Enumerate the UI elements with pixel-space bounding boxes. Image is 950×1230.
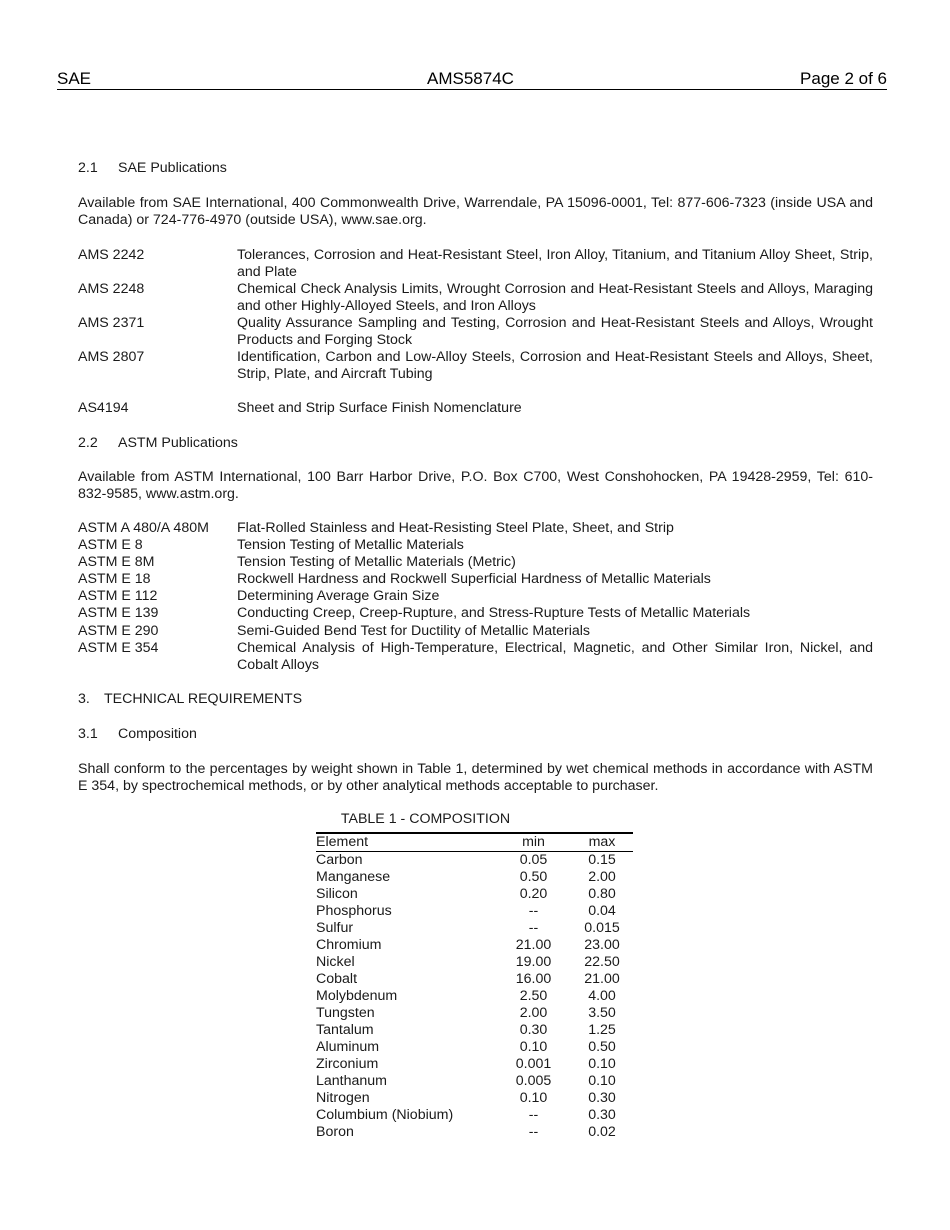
astm-availability-paragraph: Available from ASTM International, 100 Barr Harbor Drive, P.O. Box C700, West Conshohocken, PA 19428-2959, Tel: 610-832-9585, www.astm.org. — [78, 469, 873, 502]
element-name: Boron — [316, 1124, 354, 1140]
element-name: Sulfur — [316, 920, 354, 936]
element-name: Molybdenum — [316, 988, 398, 1004]
max-percent: 4.00 — [588, 988, 616, 1004]
table-row — [316, 869, 633, 886]
table-row — [316, 1107, 633, 1124]
section-title: SAE Publications — [118, 160, 227, 176]
min-percent: -- — [528, 1124, 539, 1140]
min-percent: -- — [528, 903, 539, 919]
element-name: Nickel — [316, 954, 355, 970]
reference-title: Tension Testing of Metallic Materials (Metric) — [237, 554, 516, 570]
reference-code: ASTM A 480/A 480M — [78, 520, 209, 536]
reference-title: Tolerances, Corrosion and Heat-Resistant Steel, Iron Alloy, Titanium, and Titanium Alloy Sheet, Strip, and Plate — [237, 247, 873, 280]
max-percent: 3.50 — [588, 1005, 616, 1021]
max-percent: 0.15 — [588, 852, 616, 868]
element-name: Cobalt — [316, 971, 358, 987]
table-row — [316, 903, 633, 920]
table-row — [316, 886, 633, 903]
max-percent: 1.25 — [588, 1022, 616, 1038]
table-title: TABLE 1 - COMPOSITION — [340, 811, 511, 827]
reference-title: Sheet and Strip Surface Finish Nomenclature — [237, 400, 522, 416]
max-percent: 0.30 — [588, 1107, 616, 1123]
reference-title: Quality Assurance Sampling and Testing, Corrosion and Heat-Resistant Steels and Alloys, Wrought Products and Forging Stock — [237, 315, 873, 348]
min-percent: -- — [528, 1107, 539, 1123]
min-percent: 0.10 — [519, 1039, 548, 1055]
column-header-max: max — [571, 833, 633, 852]
sae-availability-paragraph: Available from SAE International, 400 Commonwealth Drive, Warrendale, PA 15096-0001, Tel: 877-606-7323 (inside USA and Canada) or 724-776-4970 (outside USA), www.sae.org. — [78, 195, 873, 228]
element-name: Tantalum — [316, 1022, 374, 1038]
max-percent: 21.00 — [584, 971, 620, 987]
column-header-element: Element — [316, 833, 496, 852]
section-number: 3. — [78, 691, 90, 707]
table-row — [316, 937, 633, 954]
section-number: 3.1 — [78, 726, 98, 742]
min-percent: 16.00 — [515, 971, 552, 987]
min-percent: -- — [528, 920, 539, 936]
reference-code: AMS 2807 — [78, 349, 145, 365]
max-percent: 0.02 — [588, 1124, 616, 1140]
section-number: 2.2 — [78, 435, 98, 451]
element-name: Columbium (Niobium) — [316, 1107, 454, 1123]
header-org: SAE — [57, 69, 92, 88]
element-name: Carbon — [316, 852, 363, 868]
min-percent: 19.00 — [515, 954, 552, 970]
reference-title: Determining Average Grain Size — [237, 588, 440, 604]
max-percent: 0.30 — [588, 1090, 616, 1106]
min-percent: 0.005 — [515, 1073, 552, 1089]
table-row — [316, 920, 633, 937]
max-percent: 0.10 — [588, 1073, 616, 1089]
composition-paragraph: Shall conform to the percentages by weight shown in Table 1, determined by wet chemical methods in accordance with ASTM E 354, by spectrochemical methods, or by other analytical methods acceptable to purchaser. — [78, 761, 873, 794]
reference-code: AS4194 — [78, 400, 129, 416]
table-row — [316, 1039, 633, 1056]
reference-code: ASTM E 8 — [78, 537, 143, 553]
reference-code: ASTM E 18 — [78, 571, 151, 587]
element-name: Nitrogen — [316, 1090, 370, 1106]
table-body — [316, 852, 633, 1142]
table-header-row — [316, 833, 633, 852]
min-percent: 0.001 — [515, 1056, 552, 1072]
reference-title: Conducting Creep, Creep-Rupture, and Stress-Rupture Tests of Metallic Materials — [237, 605, 751, 621]
min-percent: 0.05 — [519, 852, 548, 868]
section-3-1-heading — [78, 726, 197, 742]
header-doc-number: AMS5874C — [427, 69, 514, 88]
max-percent: 23.00 — [584, 937, 620, 953]
section-title: TECHNICAL REQUIREMENTS — [104, 691, 303, 707]
reference-title: Chemical Analysis of High-Temperature, Electrical, Magnetic, and Other Similar Iron, Nickel, and Cobalt Alloys — [237, 640, 873, 673]
element-name: Zirconium — [316, 1056, 379, 1072]
page-header — [57, 69, 887, 90]
element-name: Lanthanum — [316, 1073, 387, 1089]
table-row — [316, 1073, 633, 1090]
reference-code: ASTM E 112 — [78, 588, 158, 604]
min-percent: 0.10 — [519, 1090, 548, 1106]
reference-code: ASTM E 290 — [78, 623, 159, 639]
min-percent: 2.50 — [519, 988, 548, 1004]
element-name: Phosphorus — [316, 903, 392, 919]
reference-code: AMS 2248 — [78, 281, 145, 297]
section-2-2-heading — [78, 435, 238, 451]
reference-title: Semi-Guided Bend Test for Ductility of Metallic Materials — [237, 623, 590, 639]
reference-code: ASTM E 8M — [78, 554, 155, 570]
table-row — [316, 988, 633, 1005]
reference-title: Identification, Carbon and Low-Alloy Steels, Corrosion and Heat-Resistant Steels and Alloys, Sheet, Strip, Plate, and Aircraft Tubing — [237, 349, 873, 382]
section-title: Composition — [118, 726, 197, 742]
table-row — [316, 1056, 633, 1073]
table-row — [316, 954, 633, 971]
header-page-number: Page 2 of 6 — [800, 69, 887, 88]
section-2-1-heading — [78, 160, 227, 176]
section-title: ASTM Publications — [118, 435, 238, 451]
table-row — [316, 1090, 633, 1107]
reference-code: AMS 2371 — [78, 315, 145, 331]
table-row — [316, 971, 633, 988]
section-number: 2.1 — [78, 160, 98, 176]
max-percent: 0.50 — [588, 1039, 616, 1055]
element-name: Chromium — [316, 937, 382, 953]
table-row — [316, 1022, 633, 1039]
max-percent: 2.00 — [588, 869, 616, 885]
max-percent: 0.10 — [588, 1056, 616, 1072]
min-percent: 0.50 — [519, 869, 548, 885]
min-percent: 2.00 — [519, 1005, 548, 1021]
element-name: Silicon — [316, 886, 358, 902]
reference-title: Tension Testing of Metallic Materials — [237, 537, 464, 553]
composition-table — [316, 832, 633, 1141]
max-percent: 0.04 — [588, 903, 616, 919]
reference-code: AMS 2242 — [78, 247, 145, 263]
column-header-min: min — [496, 833, 571, 852]
max-percent: 0.015 — [584, 920, 620, 936]
reference-title: Rockwell Hardness and Rockwell Superficial Hardness of Metallic Materials — [237, 571, 711, 587]
min-percent: 0.30 — [519, 1022, 548, 1038]
min-percent: 0.20 — [519, 886, 548, 902]
table-row — [316, 1005, 633, 1022]
max-percent: 22.50 — [584, 954, 620, 970]
element-name: Manganese — [316, 869, 391, 885]
reference-title: Flat-Rolled Stainless and Heat-Resisting Steel Plate, Sheet, and Strip — [237, 520, 674, 536]
max-percent: 0.80 — [588, 886, 616, 902]
reference-title: Chemical Check Analysis Limits, Wrought Corrosion and Heat-Resistant Steels and Alloys, Maraging and other Highly-Alloyed Steels, and Iron Alloys — [237, 281, 873, 314]
element-name: Aluminum — [316, 1039, 380, 1055]
element-name: Tungsten — [316, 1005, 375, 1021]
reference-code: ASTM E 354 — [78, 640, 159, 656]
table-row — [316, 1124, 633, 1141]
section-3-heading — [78, 691, 302, 707]
reference-code: ASTM E 139 — [78, 605, 159, 621]
min-percent: 21.00 — [515, 937, 552, 953]
table-row — [316, 852, 633, 870]
